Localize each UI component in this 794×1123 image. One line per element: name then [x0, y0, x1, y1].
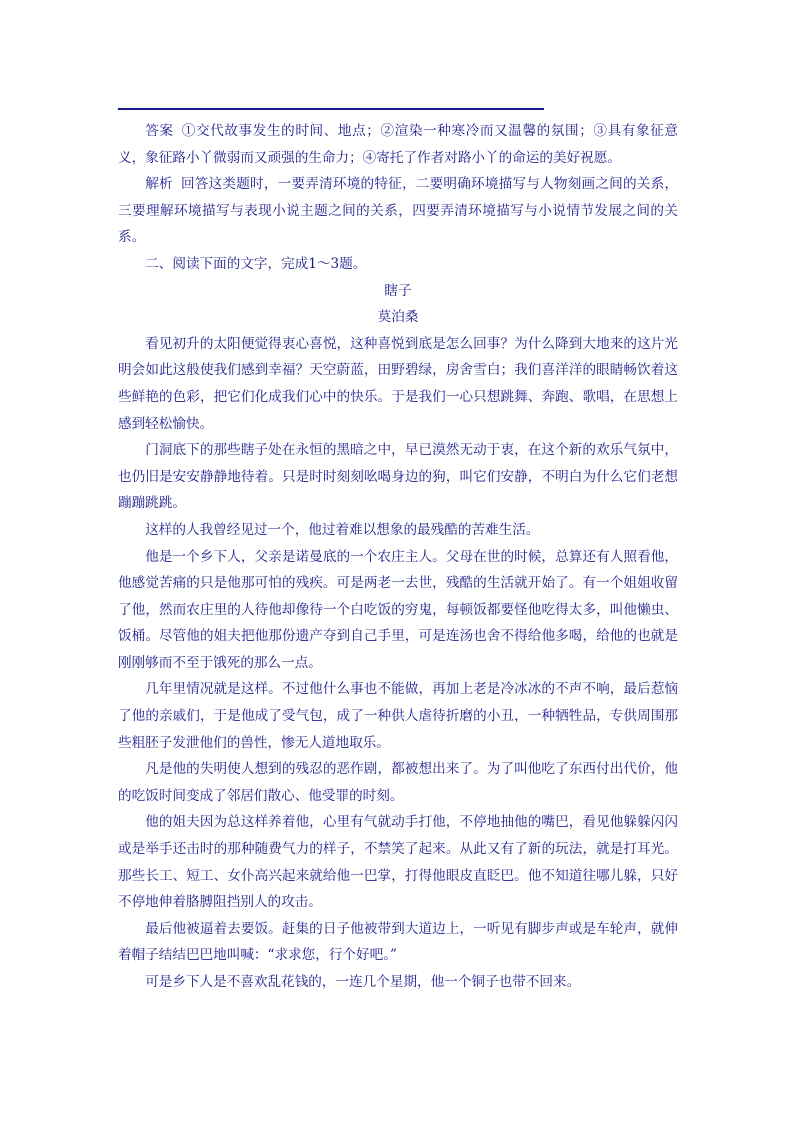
- story-paragraph: 凡是他的失明使人想到的残忍的恶作剧，都被想出来了。为了叫他吃了东西付出代价，他的吃饭时间变成了邻居们散心、他受罪的时刻。: [118, 761, 678, 804]
- story-paragraph: 看见初升的太阳便觉得衷心喜悦，这种喜悦到底是怎么回事？为什么降到大地来的这片光明会如此这般使我们感到幸福？天空蔚蓝，田野碧绿，房舍雪白；我们喜洋洋的眼睛畅饮着这些鲜艳的色彩，把它们化成我们心中的快乐。于是我们一心只想跳舞、奔跑、歌唱，在思想上感到轻松愉快。: [118, 335, 678, 432]
- story-paragraph: 这样的人我曾经见过一个，他过着难以想象的最残酷的苦难生活。: [145, 521, 540, 538]
- analysis-text: 回答这类题时，一要弄清环境的特征，二要明确环境描写与人物刻画之间的关系，三要理解环境描写与表现小说主题之间的关系，四要弄清环境描写与小说情节发展之间的关系。: [118, 176, 678, 246]
- story-paragraph: 可是乡下人是不喜欢乱花钱的，一连几个星期，他一个铜子也带不回来。: [145, 974, 581, 990]
- answer-paragraph: [118, 118, 678, 171]
- story-author: 莫泊桑: [377, 309, 419, 326]
- story-paragraph: 他是一个乡下人，父亲是诺曼底的一个农庄主人。父母在世的时候，总算还有人照看他，他感觉苦痛的只是他那可怕的残疾。可是两老一去世，残酷的生活就开始了。有一个姐姐收留了他，然而农庄里的人待他却像待一个白吃饭的穷鬼，每顿饭都要怪他吃得太多，叫他懒虫、饭桶。尽管他的姐夫把他那份遗产夺到自己手里，可是连汤也舍不得给他多喝，给他的也就是刚刚够而不至于饿死的那么一点。: [118, 548, 678, 671]
- story-paragraph: 门洞底下的那些瞎子处在永恒的黑暗之中，早已漠然无动于衷，在这个新的欢乐气氛中，也仍旧是安安静静地待着。只是时时刻刻吆喝身边的狗，叫它们安静，不明白为什么它们老想蹦蹦跳跳。: [118, 442, 678, 512]
- analysis-label: 解析: [145, 176, 173, 193]
- analysis-paragraph: [118, 171, 678, 251]
- section-heading: 二、阅读下面的文字，完成1～3题。: [145, 255, 367, 272]
- top-divider-line: [118, 108, 544, 110]
- answer-label: 答案: [145, 123, 174, 139]
- story-paragraph: 最后他被逼着去要饭。赶集的日子他被带到大道边上，一听见有脚步声或是车轮声，就伸着帽子结结巴巴地叫喊：“求求您，行个好吧。”: [118, 920, 678, 964]
- document-body: [118, 118, 678, 996]
- story-paragraph: 他的姐夫因为总这样养着他，心里有气就动手打他，不停地抽他的嘴巴，看见他躲躲闪闪或是举手还击时的那种随费气力的样子，不禁笑了起来。从此又有了新的玩法，就是打耳光。那些长工、短工、女仆高兴起来就给他一巴掌，打得他眼皮直眨巴。他不知道往哪儿躲，只好不停地伸着胳膊阻挡别人的攻击。: [118, 814, 678, 911]
- answer-text: ①交代故事发生的时间、地点；②渲染一种寒冷而又温馨的氛围；③具有象征意义，象征路小丫微弱而又顽强的生命力；④寄托了作者对路小丫的命运的美好祝愿。: [118, 123, 679, 166]
- story-paragraph: 几年里情况就是这样。不过他什么事也不能做，再加上老是冷冰冰的不声不响，最后惹恼了他的亲戚们，于是他成了受气包，成了一种供人虐待折磨的小丑，一种牺牲品，专供周围那些粗胚子发泄他们的兽性，惨无人道地取乐。: [118, 681, 678, 751]
- story-title: 瞎子: [384, 282, 412, 299]
